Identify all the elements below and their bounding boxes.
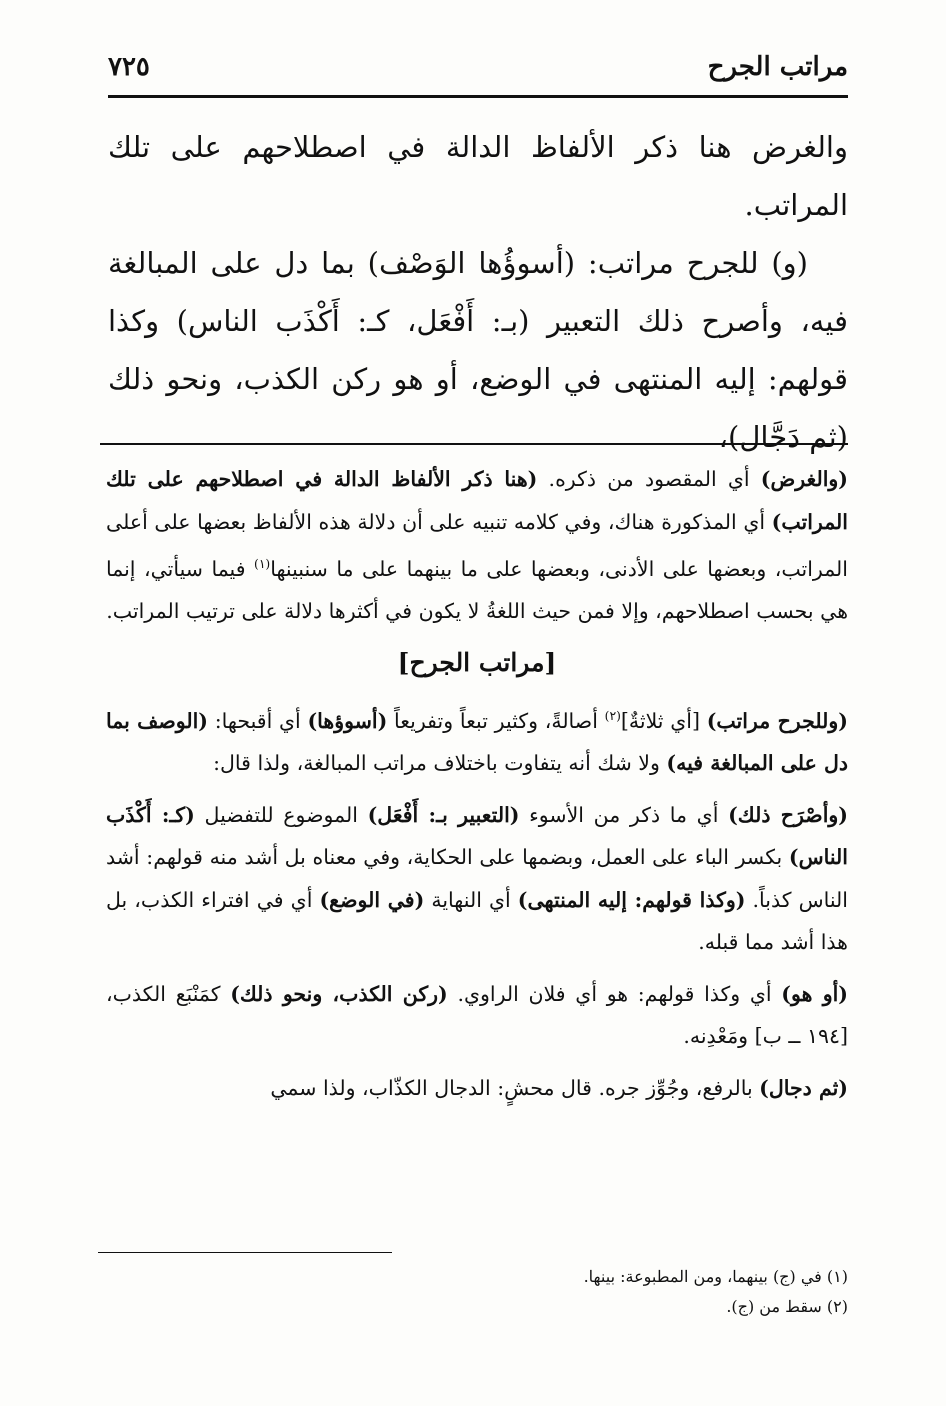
running-title: مراتب الجرح [707,52,848,82]
commentary-text: أي أقبحها: [208,708,308,733]
footnote: (٢) سقط من (ج). [726,1297,848,1316]
bold-phrase: (التعبير بـ: أَفْعَل) [367,802,520,827]
commentary-text: الموضوع للتفضيل [194,802,368,827]
bold-phrase: (والغرض) [760,467,848,491]
bold-phrase: (ركن الكذب، ونحو ذلك) [230,981,448,1006]
separator-rule [100,443,848,445]
commentary-text: [أي ثلاثةٌ] [620,708,707,733]
section-heading: [مراتب الجرح] [397,647,557,677]
commentary-text: بكسر الباء على العمل، وبضمها على الحكاية، وفي معناه بل أشد منه قولهم: أشد الناس كذباً. [106,845,848,912]
commentary-text: أصالةً، وكثير تبعاً وتفريعاً [387,708,605,733]
bold-phrase: (كـ: أَكْذَب الناس) [106,802,848,870]
commentary-text: أي النهاية [424,887,518,912]
footnote-rule [98,1252,392,1253]
footnotes [108,1262,848,1322]
commentary-text: ولا شك أنه يتفاوت باختلاف مراتب المبالغة، ولذا قال: [213,751,667,776]
bold-phrase: (وللجرح مراتب) [706,708,848,733]
bold-phrase: (الوصف بما دل على المبالغة فيه) [106,708,848,776]
bold-phrase: (أو هو) [781,981,848,1006]
commentary-text: أي في افتراء الكذب، بل هذا أشد مما قبله. [106,887,848,955]
footnote-ref: (٢) [604,708,621,723]
commentary-text: أي ما ذكر من الأسوء [519,802,729,827]
bold-phrase: (في الوضع) [319,887,425,912]
main-paragraph: والغرض هنا ذكر الألفاظ الدالة في اصطلاحهم على تلك المراتب. [108,130,848,222]
bold-phrase: (وأصْرَح ذلك) [728,802,849,827]
main-text [108,118,848,466]
commentary-paragraph [106,794,848,964]
commentary-text: أي المذكورة هناك، وفي كلامه تنبيه على أن دلالة هذه الألفاظ بعضها على أعلى المراتب، وبعضها على الأدنى، وبعضها على ما بينهما على ما سنبينها [106,509,848,581]
bold-phrase: (هنا ذكر الألفاظ الدالة في اصطلاحهم على تلك المراتب) [106,467,848,534]
commentary-text: كمَنْبَع الكذب، [١٩٤ ــ ب] ومَعْدِنه. [106,981,848,1049]
header-rule [108,95,848,98]
page-number: ٧٢٥ [108,52,150,82]
commentary-paragraph [106,695,848,785]
bold-phrase: (وكذا قولهم: إليه المنتهى) [517,887,746,912]
commentary-text: بالرفع، وجُوِّز جره. قال محشٍ: الدجال الكذّاب، ولذا سمي [270,1075,760,1100]
commentary [106,458,848,1118]
footnote-ref: (١) [254,557,271,571]
footnote: (١) في (ج) بينهما، ومن المطبوعة: بينها. [583,1267,848,1286]
commentary-text: أي وكذا قولهم: هو أي فلان الراوي. [447,981,782,1006]
bold-phrase: (ثم دجال) [759,1075,848,1100]
commentary-paragraph [106,1067,848,1110]
main-paragraph: (و) للجرح مراتب: (أسوؤُها الوَصْف) بما دل على المبالغة فيه، وأصرح ذلك التعبير (بـ: أَفْعَل، كـ: أَكْذَب الناس) وكذا قولهم: إليه المنتهى في الوضع، أو هو ركن الكذب، ونحو ذلك (ثم دَجَّال)، [108,246,849,454]
commentary-text: أي المقصود من ذكره. [537,467,761,491]
bold-phrase: (أسوؤها) [307,708,388,733]
commentary-text: فيما سيأتي، إنما هي بحسب اصطلاحهم، وإلا فمن حيث اللغةُ لا يكون في أكثرها دلالة على ترتيب المراتب. [106,556,848,624]
commentary-paragraph [106,973,848,1058]
commentary-paragraph [106,458,848,633]
